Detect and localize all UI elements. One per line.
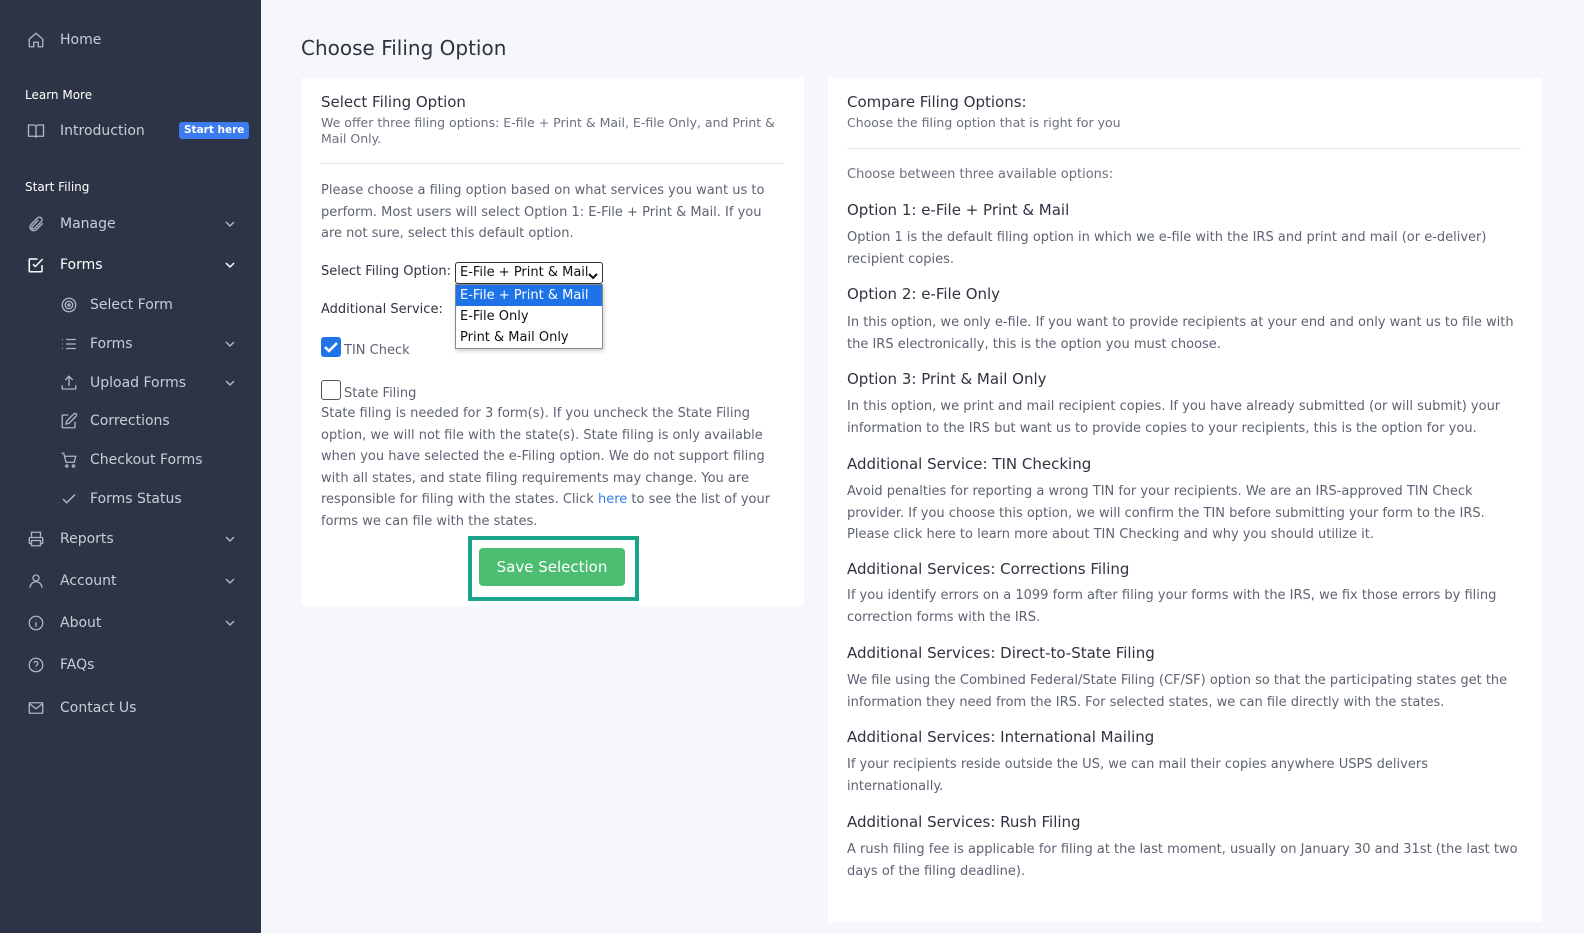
sidebar-item-label: Corrections: [90, 413, 170, 429]
corrections-title: Additional Services: Corrections Filing: [847, 560, 1130, 578]
direct-state-title: Additional Services: Direct-to-State Filing: [847, 644, 1155, 662]
chevron-down-icon: [224, 338, 236, 350]
sidebar-item-faqs[interactable]: [0, 647, 261, 683]
chevron-down-icon: [224, 377, 236, 389]
sidebar-item-checkout-forms[interactable]: [0, 442, 261, 478]
filing-intro-text: Please choose a filing option based on what services you want us to perform. Most users will select Option 1: E-File + Print & Mail. If you are not sure, select this default option.: [321, 183, 765, 241]
chevron-down-icon: [224, 259, 236, 271]
option-1-title: Option 1: e-File + Print & Mail: [847, 201, 1070, 219]
sidebar-item-label: Forms Status: [90, 491, 182, 507]
sidebar-item-forms-status[interactable]: [0, 481, 261, 517]
tin-checking-text: Avoid penalties for reporting a wrong TIN for your recipients. We are an IRS-approved TIN Check provider. If you choose this option, we will confirm the TIN before submitting your form to the IRS. Please click here to learn more about TIN Checking and why you should utilize it.: [847, 484, 1485, 542]
divider: [321, 163, 784, 164]
sidebar-item-label: Forms: [60, 257, 103, 273]
tin-checking-title: Additional Service: TIN Checking: [847, 455, 1092, 473]
state-filing-label: State Filing: [344, 386, 417, 401]
select-value: E-File + Print & Mail: [460, 265, 589, 280]
info-icon: [26, 613, 46, 633]
sidebar-item-label: About: [60, 615, 102, 631]
sidebar-item-manage[interactable]: [0, 206, 261, 242]
sidebar-item-upload-forms[interactable]: [0, 365, 261, 401]
tin-check-checkbox[interactable]: [321, 337, 341, 357]
checkbox-edit-icon: [26, 255, 46, 275]
checkmark-icon: [321, 337, 341, 357]
sidebar-item-home[interactable]: [0, 22, 261, 58]
divider: [847, 148, 1521, 149]
select-filing-heading: Select Filing Option: [321, 93, 466, 111]
cart-icon: [59, 450, 79, 470]
chevron-down-icon: [224, 575, 236, 587]
book-icon: [26, 121, 46, 141]
save-selection-button[interactable]: Save Selection: [479, 548, 625, 586]
help-icon: [26, 655, 46, 675]
select-filing-label: Select Filing Option:: [321, 264, 451, 279]
user-icon: [26, 571, 46, 591]
printer-icon: [26, 529, 46, 549]
sidebar-item-label: Checkout Forms: [90, 452, 203, 468]
compare-subheading: Choose the filing option that is right for you: [847, 115, 1121, 130]
sidebar-item-account[interactable]: [0, 563, 261, 599]
sidebar-item-label: FAQs: [60, 657, 95, 673]
sidebar-item-label: Manage: [60, 216, 116, 232]
compare-heading: Compare Filing Options:: [847, 93, 1027, 111]
rush-text: A rush filing fee is applicable for filing at the last moment, usually on January 30 and 31st (the last two days of the filing deadline).: [847, 842, 1518, 879]
tin-check-label: TIN Check: [344, 343, 410, 358]
sidebar-item-label: Upload Forms: [90, 375, 187, 391]
direct-state-text: We file using the Combined Federal/State Filing (CF/SF) option so that the participating states get the information they need from the IRS. For selected states, we can file directly with the states.: [847, 673, 1508, 710]
section-learn-more: Learn More: [25, 88, 93, 102]
section-start-filing: Start Filing: [25, 180, 90, 194]
dropdown-option-efile-only[interactable]: E-File Only: [460, 309, 529, 324]
additional-service-label: Additional Service:: [321, 302, 443, 317]
option-2-title: Option 2: e-File Only: [847, 285, 1001, 303]
filing-option-select[interactable]: [455, 262, 603, 284]
option-3-title: Option 3: Print & Mail Only: [847, 370, 1047, 388]
state-filing-text-part: to see the list of your forms we can file with the states.: [321, 492, 771, 529]
international-text: If your recipients reside outside the US, we can mail their copies anywhere USPS delivers internationally.: [847, 757, 1428, 794]
sidebar-item-contact-us[interactable]: [0, 690, 261, 726]
option-2-text: In this option, we only e-file. If you want to provide recipients at your end and only want us to file with the IRS electronically, this is the option you must choose.: [847, 315, 1514, 352]
sidebar-item-label: Contact Us: [60, 700, 137, 716]
state-filing-text: [321, 403, 781, 532]
chevron-down-icon: [224, 533, 236, 545]
dropdown-option-efile-print-mail[interactable]: E-File + Print & Mail: [456, 285, 602, 306]
sidebar-item-label: Account: [60, 573, 117, 589]
international-title: Additional Services: International Mailing: [847, 728, 1155, 746]
select-filing-subheading: We offer three filing options: E-file + Print & Mail, E-file Only, and Print & Mail Only.: [321, 115, 775, 146]
check-icon: [59, 489, 79, 509]
sidebar-item-label: Home: [60, 32, 102, 48]
chevron-down-icon: [224, 617, 236, 629]
chevron-down-icon: [224, 218, 236, 230]
sidebar-item-corrections[interactable]: [0, 403, 261, 439]
page-title: Choose Filing Option: [301, 36, 507, 60]
mail-icon: [26, 698, 46, 718]
sidebar-item-forms[interactable]: [0, 247, 261, 283]
state-filing-text-part: State filing is needed for 3 form(s). If you uncheck the State Filing option, we will not file with the state(s). State filing is only available when you have selected the e-Filing option. We do not support filing with all states, and state filing requirements may change. You are responsible for filing with the states. Click: [321, 406, 765, 507]
filing-option-dropdown: [455, 284, 603, 349]
sidebar-item-label: Introduction: [60, 123, 145, 139]
sidebar-item-reports[interactable]: [0, 521, 261, 557]
rush-title: Additional Services: Rush Filing: [847, 813, 1081, 831]
sidebar-item-about[interactable]: [0, 605, 261, 641]
sidebar: [0, 0, 261, 933]
option-3-text: In this option, we print and mail recipient copies. If you have already submitted (or will submit) your information to the IRS but want us to provide copies to your recipients, this is the option for you.: [847, 399, 1501, 436]
corrections-text: If you identify errors on a 1099 form after filing your forms with the IRS, we fix those errors by filing correction forms with the IRS.: [847, 588, 1497, 625]
save-highlight: [468, 536, 639, 601]
sidebar-item-label: Forms: [90, 336, 133, 352]
option-1-text: Option 1 is the default filing option in which we e-file with the IRS and print and mail (or e-deliver) recipient copies.: [847, 230, 1487, 267]
target-icon: [59, 295, 79, 315]
chevron-down-icon: [588, 268, 598, 278]
sidebar-item-introduction[interactable]: [0, 113, 261, 149]
list-icon: [59, 334, 79, 354]
state-filing-checkbox[interactable]: [321, 380, 341, 400]
edit-icon: [59, 411, 79, 431]
sidebar-item-select-form[interactable]: [0, 287, 261, 323]
paperclip-icon: [26, 214, 46, 234]
compare-lead: Choose between three available options:: [847, 167, 1114, 182]
dropdown-option-print-mail-only[interactable]: Print & Mail Only: [460, 330, 569, 345]
sidebar-item-label: Select Form: [90, 297, 173, 313]
start-here-badge: Start here: [179, 122, 249, 139]
sidebar-item-forms-sub[interactable]: [0, 326, 261, 362]
sidebar-item-label: Reports: [60, 531, 114, 547]
home-icon: [26, 30, 46, 50]
upload-icon: [59, 373, 79, 393]
state-list-link[interactable]: here: [597, 492, 628, 507]
